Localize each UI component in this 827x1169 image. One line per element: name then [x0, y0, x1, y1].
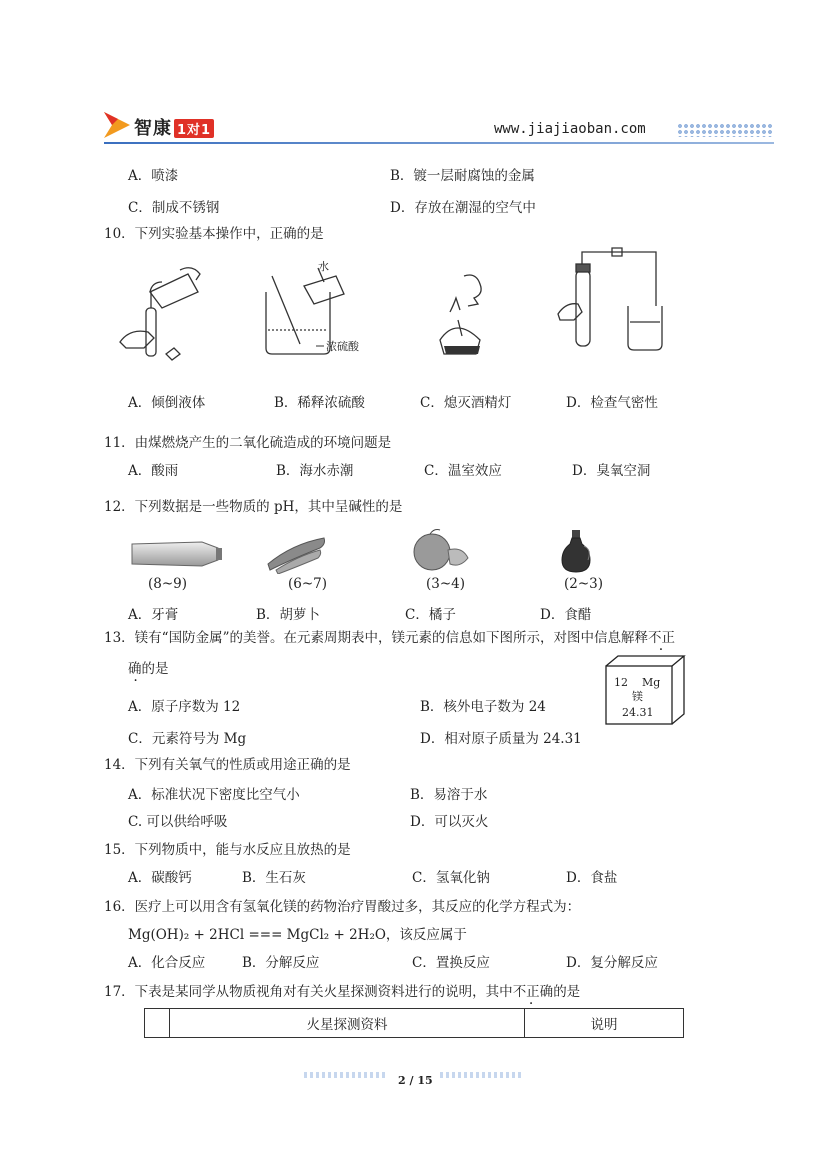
mars-data-table	[144, 1008, 684, 1038]
q12-ph-b: (6~7)	[288, 576, 328, 592]
pouring-liquid-illustration	[110, 262, 215, 370]
table-header-index	[145, 1009, 170, 1038]
q16-option-c: C．置换反应	[412, 955, 490, 971]
table-header-row	[145, 1009, 684, 1038]
q12-ph-c: (3~4)	[426, 576, 466, 592]
q14-option-c: C. 可以供给呼吸	[128, 814, 228, 830]
q9-option-a: A．喷漆	[128, 168, 179, 184]
element-symbol: Mg	[642, 676, 661, 689]
q13-option-c: C．元素符号为 Mg	[128, 731, 247, 747]
q12-option-c: C．橘子	[405, 607, 456, 623]
vinegar-bottle-image	[560, 528, 592, 574]
footer-dot-pattern-right	[440, 1072, 524, 1078]
q13-option-a: A．原子序数为 12	[128, 699, 241, 715]
q9-option-c: C．制成不锈钢	[128, 200, 220, 216]
q10-option-b: B．稀释浓硫酸	[274, 395, 365, 411]
q13-option-d: D．相对原子质量为 24.31	[420, 731, 582, 747]
q15-option-b: B．生石灰	[242, 870, 306, 886]
carrot-image	[262, 530, 330, 574]
airtightness-check-illustration	[552, 244, 664, 358]
orange-image	[410, 528, 472, 574]
table-header-material: 火星探测资料	[170, 1009, 525, 1038]
site-url[interactable]: www.jiajiaoban.com	[494, 121, 646, 137]
header-divider	[104, 142, 774, 144]
table-header-note: 说明	[525, 1009, 684, 1038]
q12-option-d: D．食醋	[540, 607, 592, 623]
q15-option-c: C．氢氧化钠	[412, 870, 490, 886]
q15-stem: 15．下列物质中，能与水反应且放热的是	[104, 842, 351, 858]
q14-option-b: B．易溶于水	[410, 787, 488, 803]
q9-option-d: D．存放在潮湿的空气中	[390, 200, 536, 216]
q12-option-a: A．牙膏	[128, 607, 179, 623]
q14-stem: 14．下列有关氧气的性质或用途正确的是	[104, 757, 351, 773]
q10-option-d: D．检查气密性	[566, 395, 658, 411]
toothpaste-image	[128, 536, 224, 572]
q15-option-d: D．食盐	[566, 870, 618, 886]
q13-negation-emphasis: 不正	[647, 630, 675, 646]
q9-option-b: B．镀一层耐腐蚀的金属	[390, 168, 535, 184]
q12-ph-d: (2~3)	[564, 576, 604, 592]
logo-mark-icon	[104, 112, 130, 138]
q17-stem: 17．下表是某同学从物质视角对有关火星探测资料进行的说明，其中不正确的是	[104, 984, 581, 1000]
q13-stem: 13．镁有“国防金属”的美誉。在元素周期表中，镁元素的信息如下图所示，对图中信息解释不正	[104, 630, 675, 646]
q17-negation-emphasis: 不正确	[512, 984, 554, 1000]
q16-option-b: B．分解反应	[242, 955, 320, 971]
q10-stem: 10．下列实验基本操作中，正确的是	[104, 226, 324, 242]
q12-ph-a: (8~9)	[148, 576, 188, 592]
element-atomic-mass: 24.31	[622, 706, 654, 719]
q16-option-d: D．复分解反应	[566, 955, 658, 971]
element-name: 镁	[632, 690, 643, 703]
q14-option-d: D．可以灭火	[410, 814, 489, 830]
q14-option-a: A．标准状况下密度比空气小	[128, 787, 300, 803]
brand-logo	[104, 112, 224, 140]
magnesium-element-card	[604, 654, 686, 726]
page-number: 2 / 15	[398, 1074, 433, 1087]
element-atomic-number: 12	[614, 676, 628, 689]
q16-stem: 16．医疗上可以用含有氢氧化镁的药物治疗胃酸过多，其反应的化学方程式为：	[104, 899, 581, 915]
brand-badge: 1对1	[174, 119, 214, 138]
q11-stem: 11．由煤燃烧产生的二氧化硫造成的环境问题是	[104, 435, 392, 451]
q11-option-c: C．温室效应	[424, 463, 502, 479]
q16-equation: Mg(OH)₂ + 2HCl === MgCl₂ + 2H₂O，该反应属于	[128, 927, 467, 943]
q13-option-b: B．核外电子数为 24	[420, 699, 546, 715]
q12-stem: 12．下列数据是一些物质的 pH，其中呈碱性的是	[104, 499, 403, 515]
water-label: 水	[318, 260, 329, 273]
q15-option-a: A．碳酸钙	[128, 870, 192, 886]
q10-option-a: A．倾倒液体	[128, 395, 206, 411]
q11-option-b: B．海水赤潮	[276, 463, 354, 479]
brand-name: 智康 1对1	[134, 114, 214, 140]
footer-dot-pattern-left	[304, 1072, 388, 1078]
q11-option-d: D．臭氧空洞	[572, 463, 651, 479]
diluting-acid-illustration	[258, 258, 368, 360]
q10-option-c: C．熄灭酒精灯	[420, 395, 512, 411]
q12-option-b: B．胡萝卜	[256, 607, 320, 623]
blowing-lamp-illustration	[430, 268, 500, 358]
q16-option-a: A．化合反应	[128, 955, 206, 971]
q11-option-a: A．酸雨	[128, 463, 179, 479]
q13-stem-continued: 确的是	[128, 661, 169, 677]
header-dot-pattern	[677, 123, 773, 137]
acid-label: 浓硫酸	[326, 340, 359, 353]
